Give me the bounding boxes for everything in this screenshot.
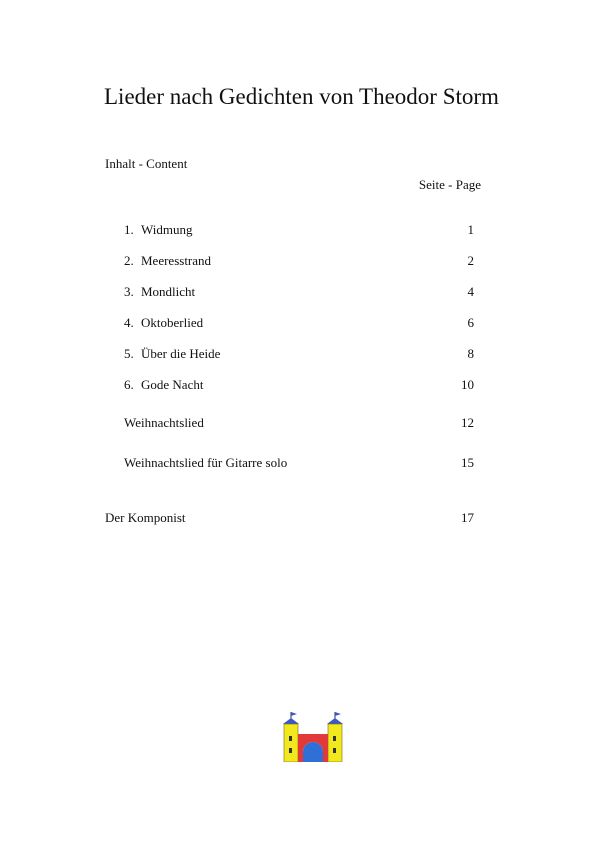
castle-gate-icon	[281, 712, 345, 762]
flag-left	[291, 712, 297, 716]
toc-page: 12	[461, 415, 474, 430]
contents-heading: Inhalt - Content	[105, 156, 188, 171]
toc-number: 6.	[124, 377, 134, 392]
flag-right	[335, 712, 341, 716]
toc-label: Oktoberlied	[141, 315, 204, 330]
toc-number: 5.	[124, 346, 134, 361]
toc-number: 3.	[124, 284, 134, 299]
toc-label: Gode Nacht	[141, 377, 204, 392]
tower-left	[284, 724, 298, 762]
toc-page: 4	[467, 284, 474, 299]
toc-page: 8	[467, 346, 474, 361]
toc-page: 1	[467, 222, 474, 237]
toc-label: Über die Heide	[141, 346, 221, 361]
toc-entry	[0, 415, 600, 433]
toc-entry	[0, 315, 600, 333]
toc-entry	[0, 284, 600, 302]
toc-label: Weihnachtslied für Gitarre solo	[124, 455, 288, 470]
toc-entry	[0, 510, 600, 528]
toc-label: Widmung	[141, 222, 193, 237]
toc-label: Mondlicht	[141, 284, 196, 299]
gate-opening	[303, 742, 323, 762]
toc-label: Der Komponist	[105, 510, 186, 525]
toc-entry	[0, 455, 600, 473]
roof-left	[283, 718, 299, 724]
toc-entry	[0, 346, 600, 364]
toc-number: 2.	[124, 253, 134, 268]
toc-entry	[0, 222, 600, 240]
toc-label: Meeresstrand	[141, 253, 212, 268]
toc-number: 1.	[124, 222, 134, 237]
tower-right	[328, 724, 342, 762]
toc-number: 4.	[124, 315, 134, 330]
page-column-header: Seite - Page	[418, 177, 481, 192]
toc-page: 6	[467, 315, 474, 330]
toc-page: 15	[461, 455, 474, 470]
toc-label: Weihnachtslied	[124, 415, 204, 430]
toc-entry	[0, 377, 600, 395]
roof-right	[327, 718, 343, 724]
toc-entry	[0, 253, 600, 271]
toc-page: 10	[461, 377, 474, 392]
toc-page: 17	[461, 510, 474, 525]
toc-page: 2	[467, 253, 474, 268]
document-title: Lieder nach Gedichten von Theodor Storm	[104, 84, 499, 109]
